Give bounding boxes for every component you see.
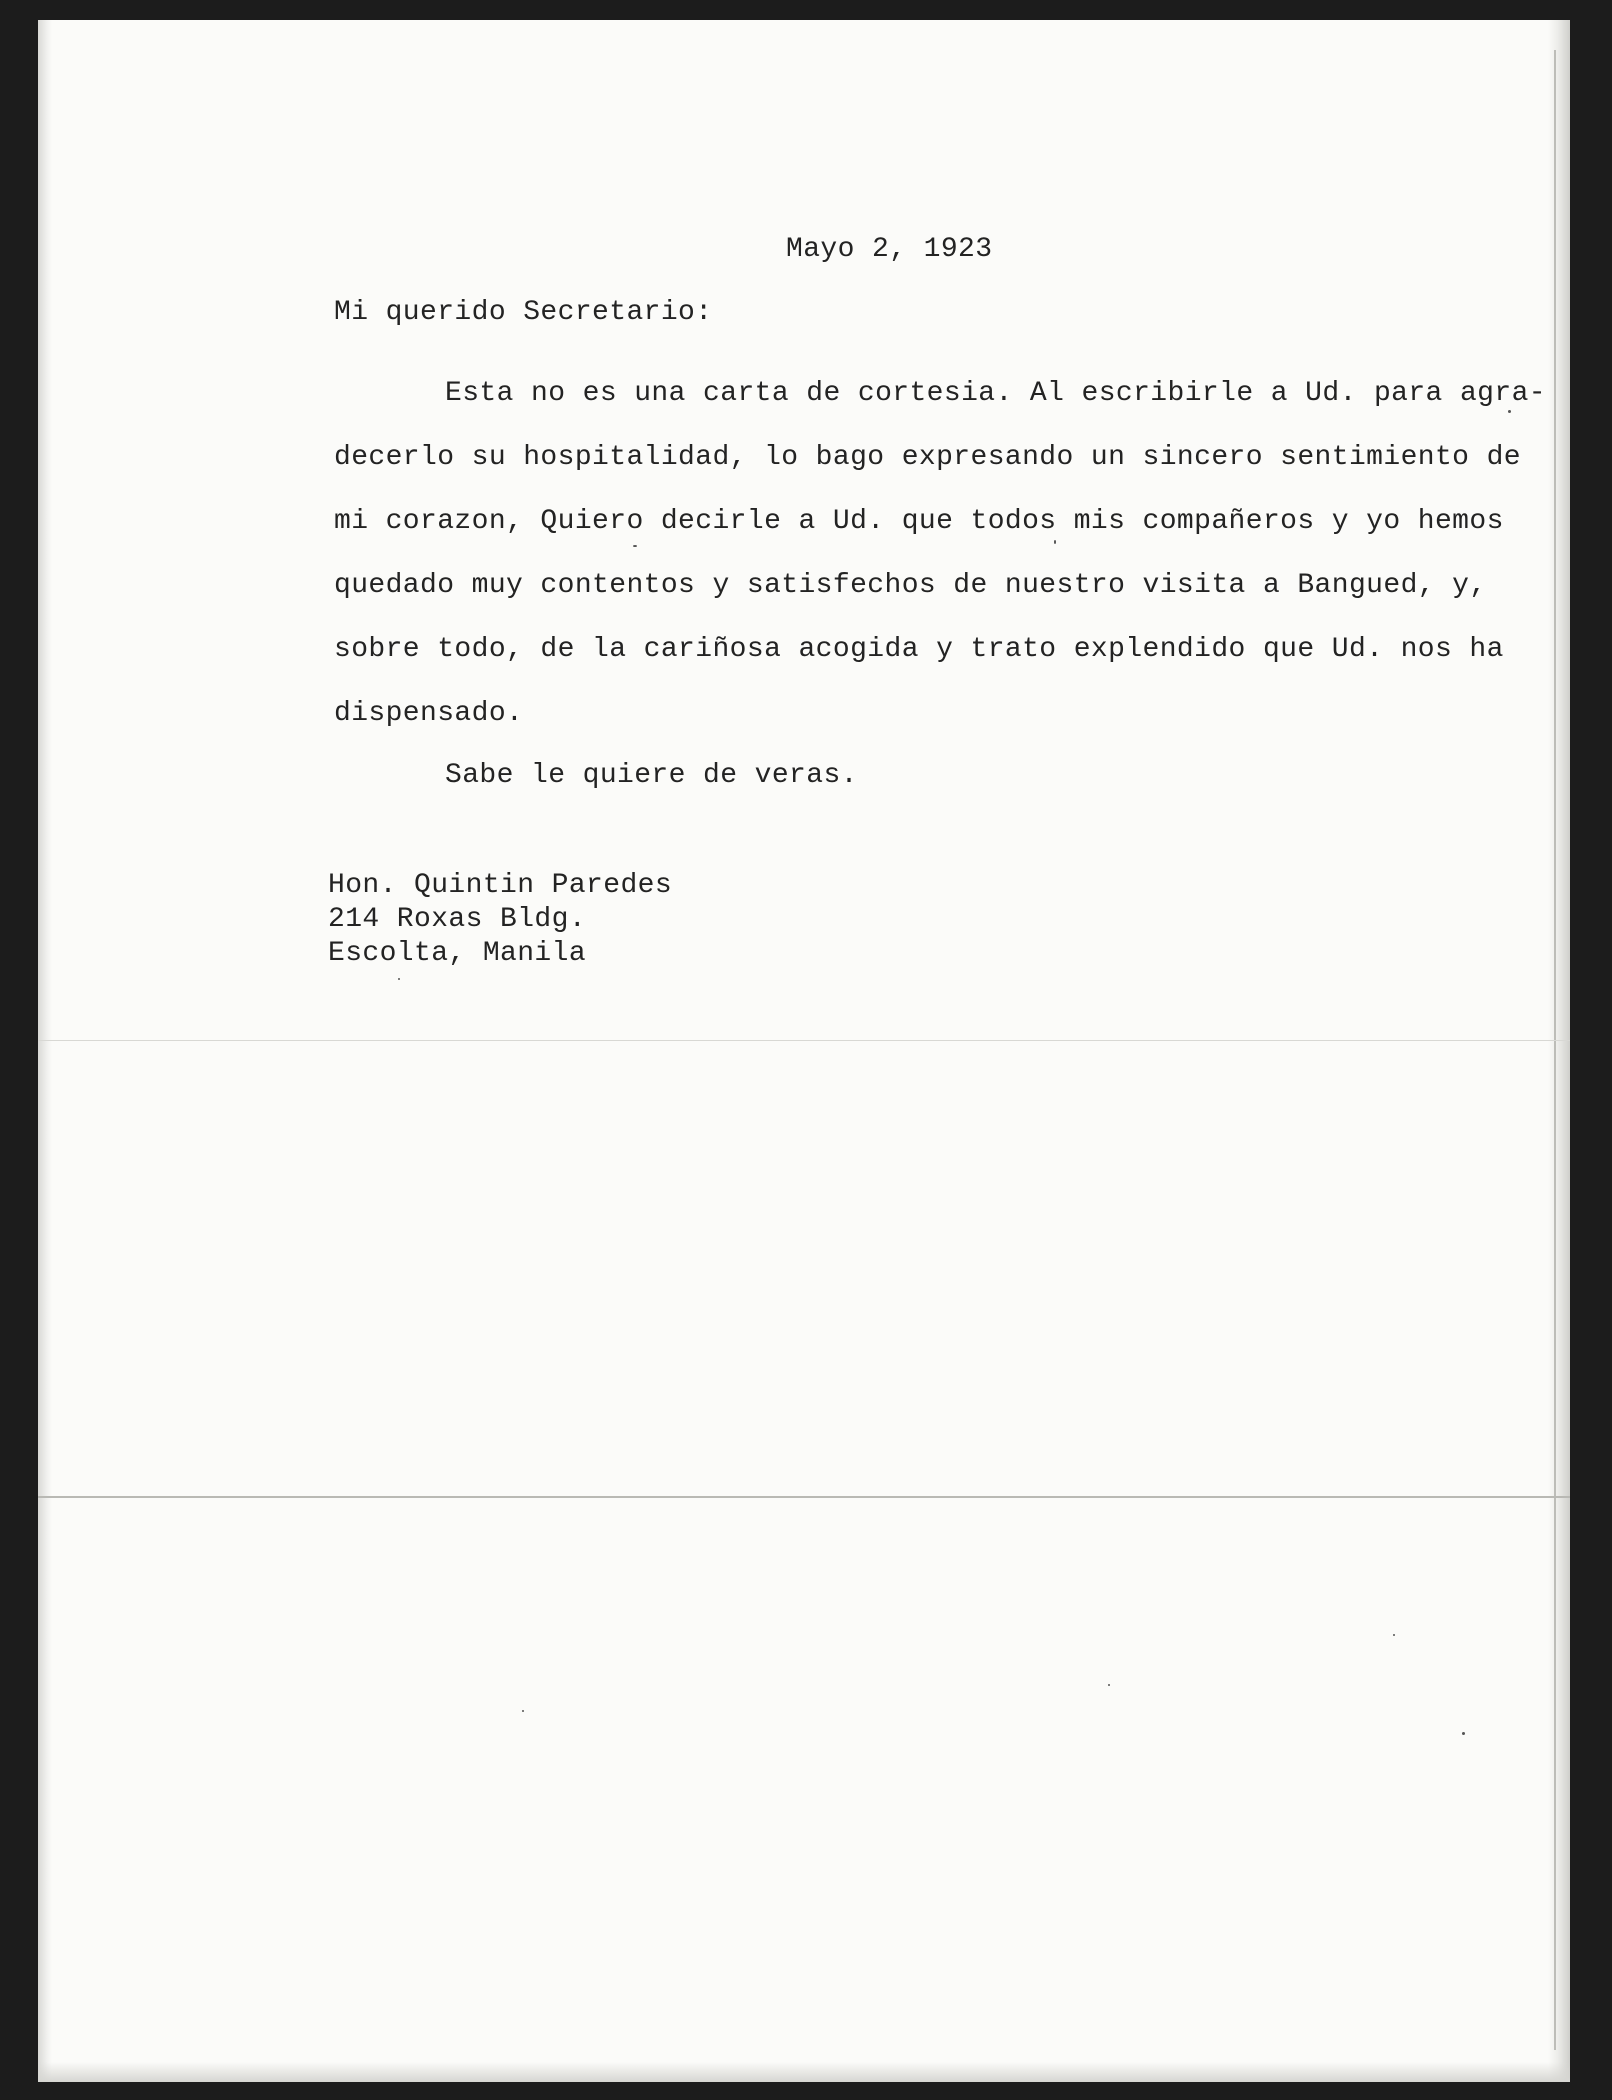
- paper-speck: [1108, 1684, 1110, 1686]
- paper-speck: [522, 1710, 524, 1712]
- letter-closing: Sabe le quiere de veras.: [445, 760, 858, 791]
- page-edge-bottom: [38, 2062, 1570, 2082]
- paper-speck: [398, 978, 400, 980]
- paper-fold-upper: [38, 1040, 1570, 1041]
- letter-date: Mayo 2, 1923: [786, 234, 993, 265]
- recipient-address-line-2: Escolta, Manila: [328, 938, 587, 969]
- body-line-2: decerlo su hospitalidad, lo bago expresando un sincero sentimiento de: [334, 442, 1521, 473]
- body-line-1: Esta no es una carta de cortesia. Al escribirle a Ud. para agra-: [445, 378, 1546, 409]
- body-line-6: dispensado.: [334, 698, 524, 729]
- paper-fold-lower: [38, 1496, 1570, 1498]
- paper-speck: [1508, 410, 1511, 413]
- letter-salutation: Mi querido Secretario:: [334, 297, 713, 328]
- body-line-4: quedado muy contentos y satisfechos de nuestro visita a Bangued, y,: [334, 570, 1487, 601]
- paper-speck: [1462, 1732, 1465, 1735]
- letter-page: [38, 20, 1570, 2082]
- page-edge-left: [38, 20, 52, 2082]
- recipient-name: Hon. Quintin Paredes: [328, 870, 673, 901]
- page-edge-right-line: [1554, 50, 1556, 2050]
- paper-speck: [1054, 540, 1056, 544]
- paper-speck: [633, 545, 637, 547]
- paper-speck: [1393, 1634, 1395, 1636]
- body-line-5: sobre todo, de la cariñosa acogida y trato explendido que Ud. nos ha: [334, 634, 1504, 665]
- recipient-address-line-1: 214 Roxas Bldg.: [328, 904, 587, 935]
- page-edge-right: [1548, 20, 1570, 2082]
- body-line-3: mi corazon, Quiero decirle a Ud. que todos mis compañeros y yo hemos: [334, 506, 1504, 537]
